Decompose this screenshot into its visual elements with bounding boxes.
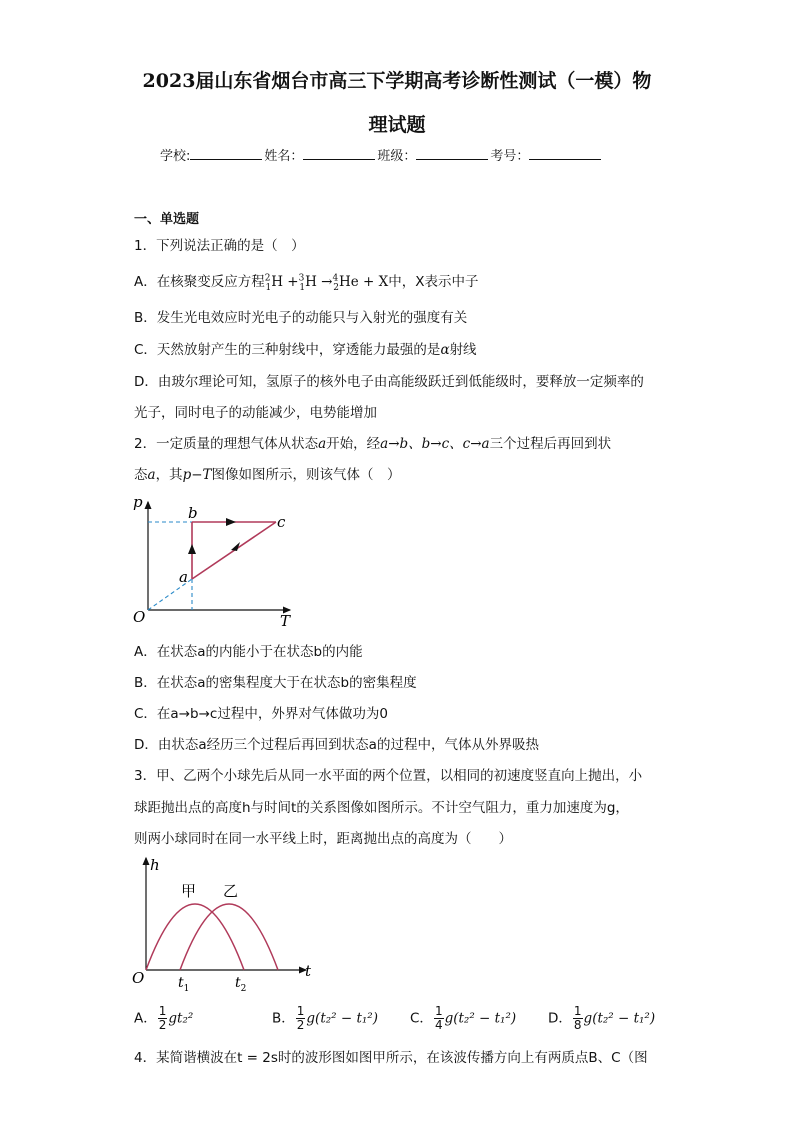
ht-label-h: h xyxy=(150,856,160,874)
q2-stem-line2: 态a，其p−T图像如图所示，则该气体（ ） xyxy=(134,467,401,483)
q1-option-d-line1: D．由玻尔理论可知，氢原子的核外电子由高能级跃迁到低能级时，要释放一定频率的 xyxy=(134,374,644,390)
ht-label-jia: 甲 xyxy=(181,882,197,900)
ht-label-yi: 乙 xyxy=(223,882,239,900)
q1-option-d-line2: 光子，同时电子的动能减少，电势能增加 xyxy=(134,405,377,421)
fraction: $\frac{1}{8}$ xyxy=(573,1004,582,1032)
ht-label-t1: $t_1$ xyxy=(178,975,190,994)
q4-stem: 4．某简谐横波在t = 2s时的波形图如图甲所示，在该波传播方向上有两质点B、C（图 xyxy=(134,1050,648,1066)
pt-label-b: b xyxy=(188,504,198,522)
exam-title-line2: 理试题 xyxy=(368,114,426,136)
q2-option-b: B．在状态a的密集程度大于在状态b的密集程度 xyxy=(134,675,417,691)
q3-option-b: B． $\frac{1}{2}$ g(t₂² − t₁²) xyxy=(272,1004,378,1032)
q3-option-c: C． $\frac{1}{4}$ g(t₂² − t₁²) xyxy=(410,1004,517,1032)
q3-option-a: A． $\frac{1}{2}$ gt₂² xyxy=(134,1004,194,1032)
q2-option-c: C．在a→b→c过程中，外界对气体做功为0 xyxy=(134,706,388,722)
student-info-row xyxy=(160,145,603,164)
name-label: 姓名： xyxy=(264,149,304,164)
ht-graph xyxy=(128,850,320,995)
pt-arrow-bc xyxy=(226,518,236,526)
exam-title-line1: 2023届山东省烟台市高三下学期高考诊断性测试（一模）物 xyxy=(142,70,652,92)
id-label: 考号： xyxy=(490,149,530,164)
school-label: 学校: xyxy=(160,149,191,164)
fraction: $\frac{1}{4}$ xyxy=(434,1004,443,1032)
name-field[interactable] xyxy=(303,147,375,160)
q2-stem-line1: 2．一定质量的理想气体从状态a开始，经a→b、b→c、c→a三个过程后再回到状 xyxy=(134,436,612,452)
class-label: 班级： xyxy=(377,149,417,164)
section-heading: 一、单选题 xyxy=(134,212,200,227)
q1-option-c: C．天然放射产生的三种射线中，穿透能力最强的是α射线 xyxy=(134,342,477,358)
pt-label-t: T xyxy=(280,612,291,630)
q1-stem: 1．下列说法正确的是（ ） xyxy=(134,238,305,254)
id-field[interactable] xyxy=(529,147,601,160)
pt-label-p: p xyxy=(133,493,143,511)
pt-arrow-ab xyxy=(188,544,196,554)
ht-label-origin: O xyxy=(132,969,145,987)
q1-option-b: B．发生光电效应时光电子的动能只与入射光的强度有关 xyxy=(134,310,468,326)
fraction: $\frac{1}{2}$ xyxy=(158,1004,167,1032)
pt-label-a: a xyxy=(179,568,188,586)
q3-stem-line2: 球距抛出点的高度h与时间t的关系图像如图所示。不计空气阻力，重力加速度为g， xyxy=(134,800,629,816)
q2-option-a: A．在状态a的内能小于在状态b的内能 xyxy=(134,644,363,660)
q3-option-d: D． $\frac{1}{8}$ g(t₂² − t₁²) xyxy=(548,1004,656,1032)
fraction: $\frac{1}{2}$ xyxy=(296,1004,305,1032)
school-field[interactable] xyxy=(190,147,262,160)
pt-graph xyxy=(128,492,303,630)
ht-label-t: t xyxy=(305,962,312,980)
pt-label-c: c xyxy=(277,513,286,531)
q3-stem-line3: 则两小球同时在同一水平线上时，距离抛出点的高度为（ ） xyxy=(134,831,512,847)
ht-label-t2: $t_2$ xyxy=(235,975,247,994)
class-field[interactable] xyxy=(416,147,488,160)
q2-option-d: D．由状态a经历三个过程后再回到状态a的过程中，气体从外界吸热 xyxy=(134,737,539,753)
nuclear-equation: $^2_1$H +$^3_1$H →$^4_2$He + X xyxy=(264,273,389,293)
q3-stem-line1: 3．甲、乙两个小球先后从同一水平面的两个位置，以相同的初速度竖直向上抛出，小 xyxy=(134,768,643,784)
pt-label-origin: O xyxy=(133,608,146,626)
q1-option-a: A．在核聚变反应方程$^2_1$H +$^3_1$H →$^4_2$He + X中，X表示中子 xyxy=(134,273,479,293)
